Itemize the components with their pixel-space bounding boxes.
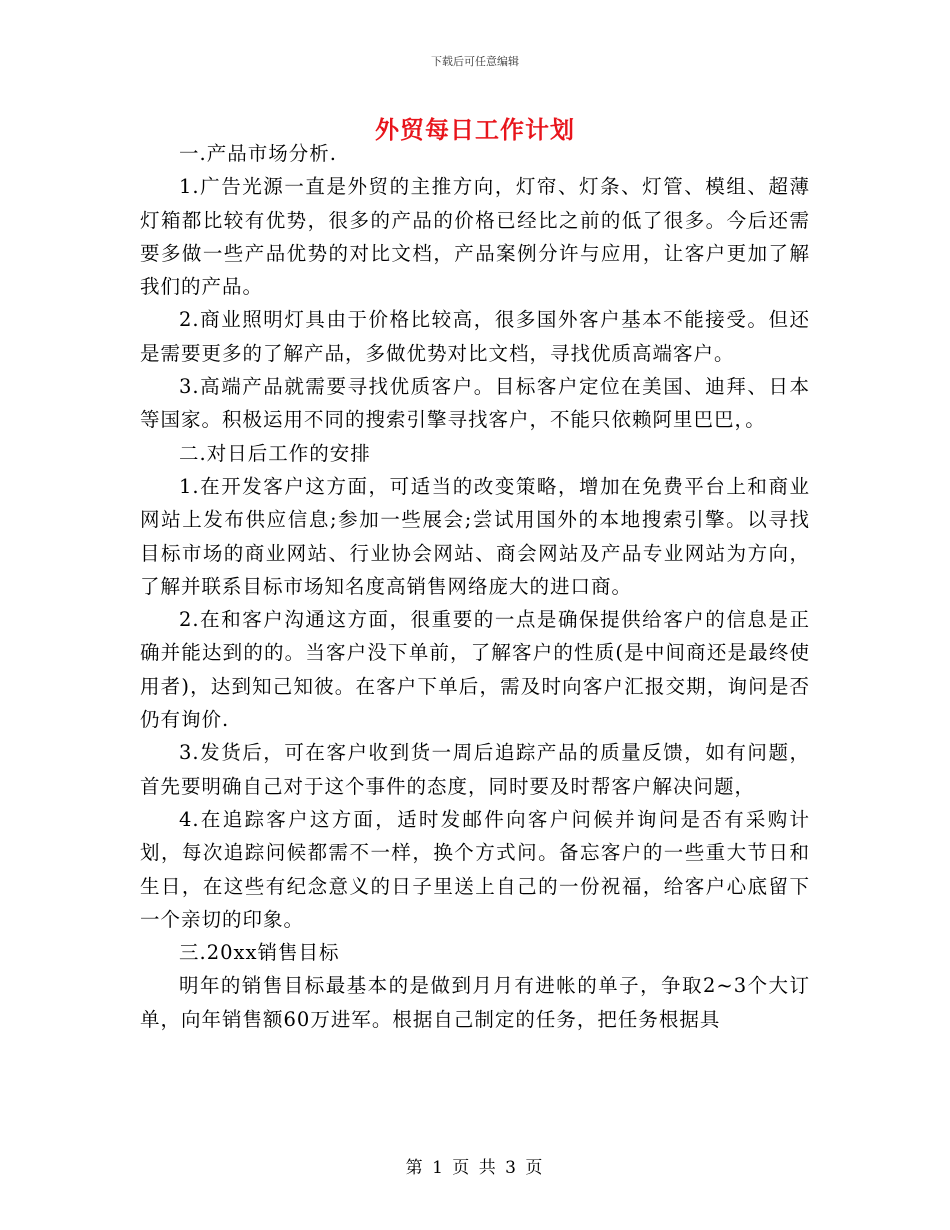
paragraph: 1.广告光源一直是外贸的主推方向，灯帘、灯条、灯管、模组、超薄灯箱都比较有优势，很多的产品的价格已经比之前的低了很多。今后还需要多做一些产品优势的对比文档，产品案例分许与应用，让客户更加了解我们的产品。	[140, 175, 810, 299]
section-heading-2: 二.对日后工作的安排	[179, 441, 371, 465]
paragraph: 2.商业照明灯具由于价格比较高，很多国外客户基本不能接受。但还是需要更多的了解产品，多做优势对比文档，寻找优质高端客户。	[140, 308, 810, 365]
paragraph: 3.高端产品就需要寻找优质客户。目标客户定位在美国、迪拜、日本等国家。积极运用不同的搜索引擎寻找客户，不能只依赖阿里巴巴，。	[140, 375, 810, 432]
header-note: 下载后可任意编辑	[431, 55, 519, 68]
page-footer: 第 1 页 共 3 页	[405, 1158, 545, 1178]
paragraph: 2.在和客户沟通这方面，很重要的一点是确保提供给客户的信息是正确并能达到的的。当客户没下单前，了解客户的性质(是中间商还是最终使用者)，达到知己知彼。在客户下单后，需及时向客户汇报交期，询问是否仍有询价.	[140, 608, 810, 732]
section-heading-3: 三.20xx销售目标	[179, 941, 340, 965]
document-body	[140, 137, 810, 1036]
paragraph: 明年的销售目标最基本的是做到月月有进帐的单子，争取2~3个大订单，向年销售额60万进军。根据自己制定的任务，把任务根据具	[140, 974, 810, 1031]
paragraph: 1.在开发客户这方面，可适当的改变策略，增加在免费平台上和商业网站上发布供应信息;参加一些展会;尝试用国外的本地搜索引擎。以寻找目标市场的商业网站、行业协会网站、商会网站及产品专业网站为方向，了解并联系目标市场知名度高销售网络庞大的进口商。	[140, 474, 810, 598]
section-heading-1: 一.产品市场分析.	[179, 142, 337, 165]
paragraph: 4.在追踪客户这方面，适时发邮件向客户问候并询问是否有采购计划，每次追踪问候都需不一样，换个方式问。备忘客户的一些重大节日和生日，在这些有纪念意义的日子里送上自己的一份祝福，给客户心底留下一个亲切的印象。	[140, 807, 810, 931]
paragraph: 3.发货后，可在客户收到货一周后追踪产品的质量反馈，如有问题，首先要明确自己对于这个事件的态度，同时要及时帮客户解决问题，	[140, 741, 810, 798]
document-title: 外贸每日工作计划	[375, 115, 575, 144]
